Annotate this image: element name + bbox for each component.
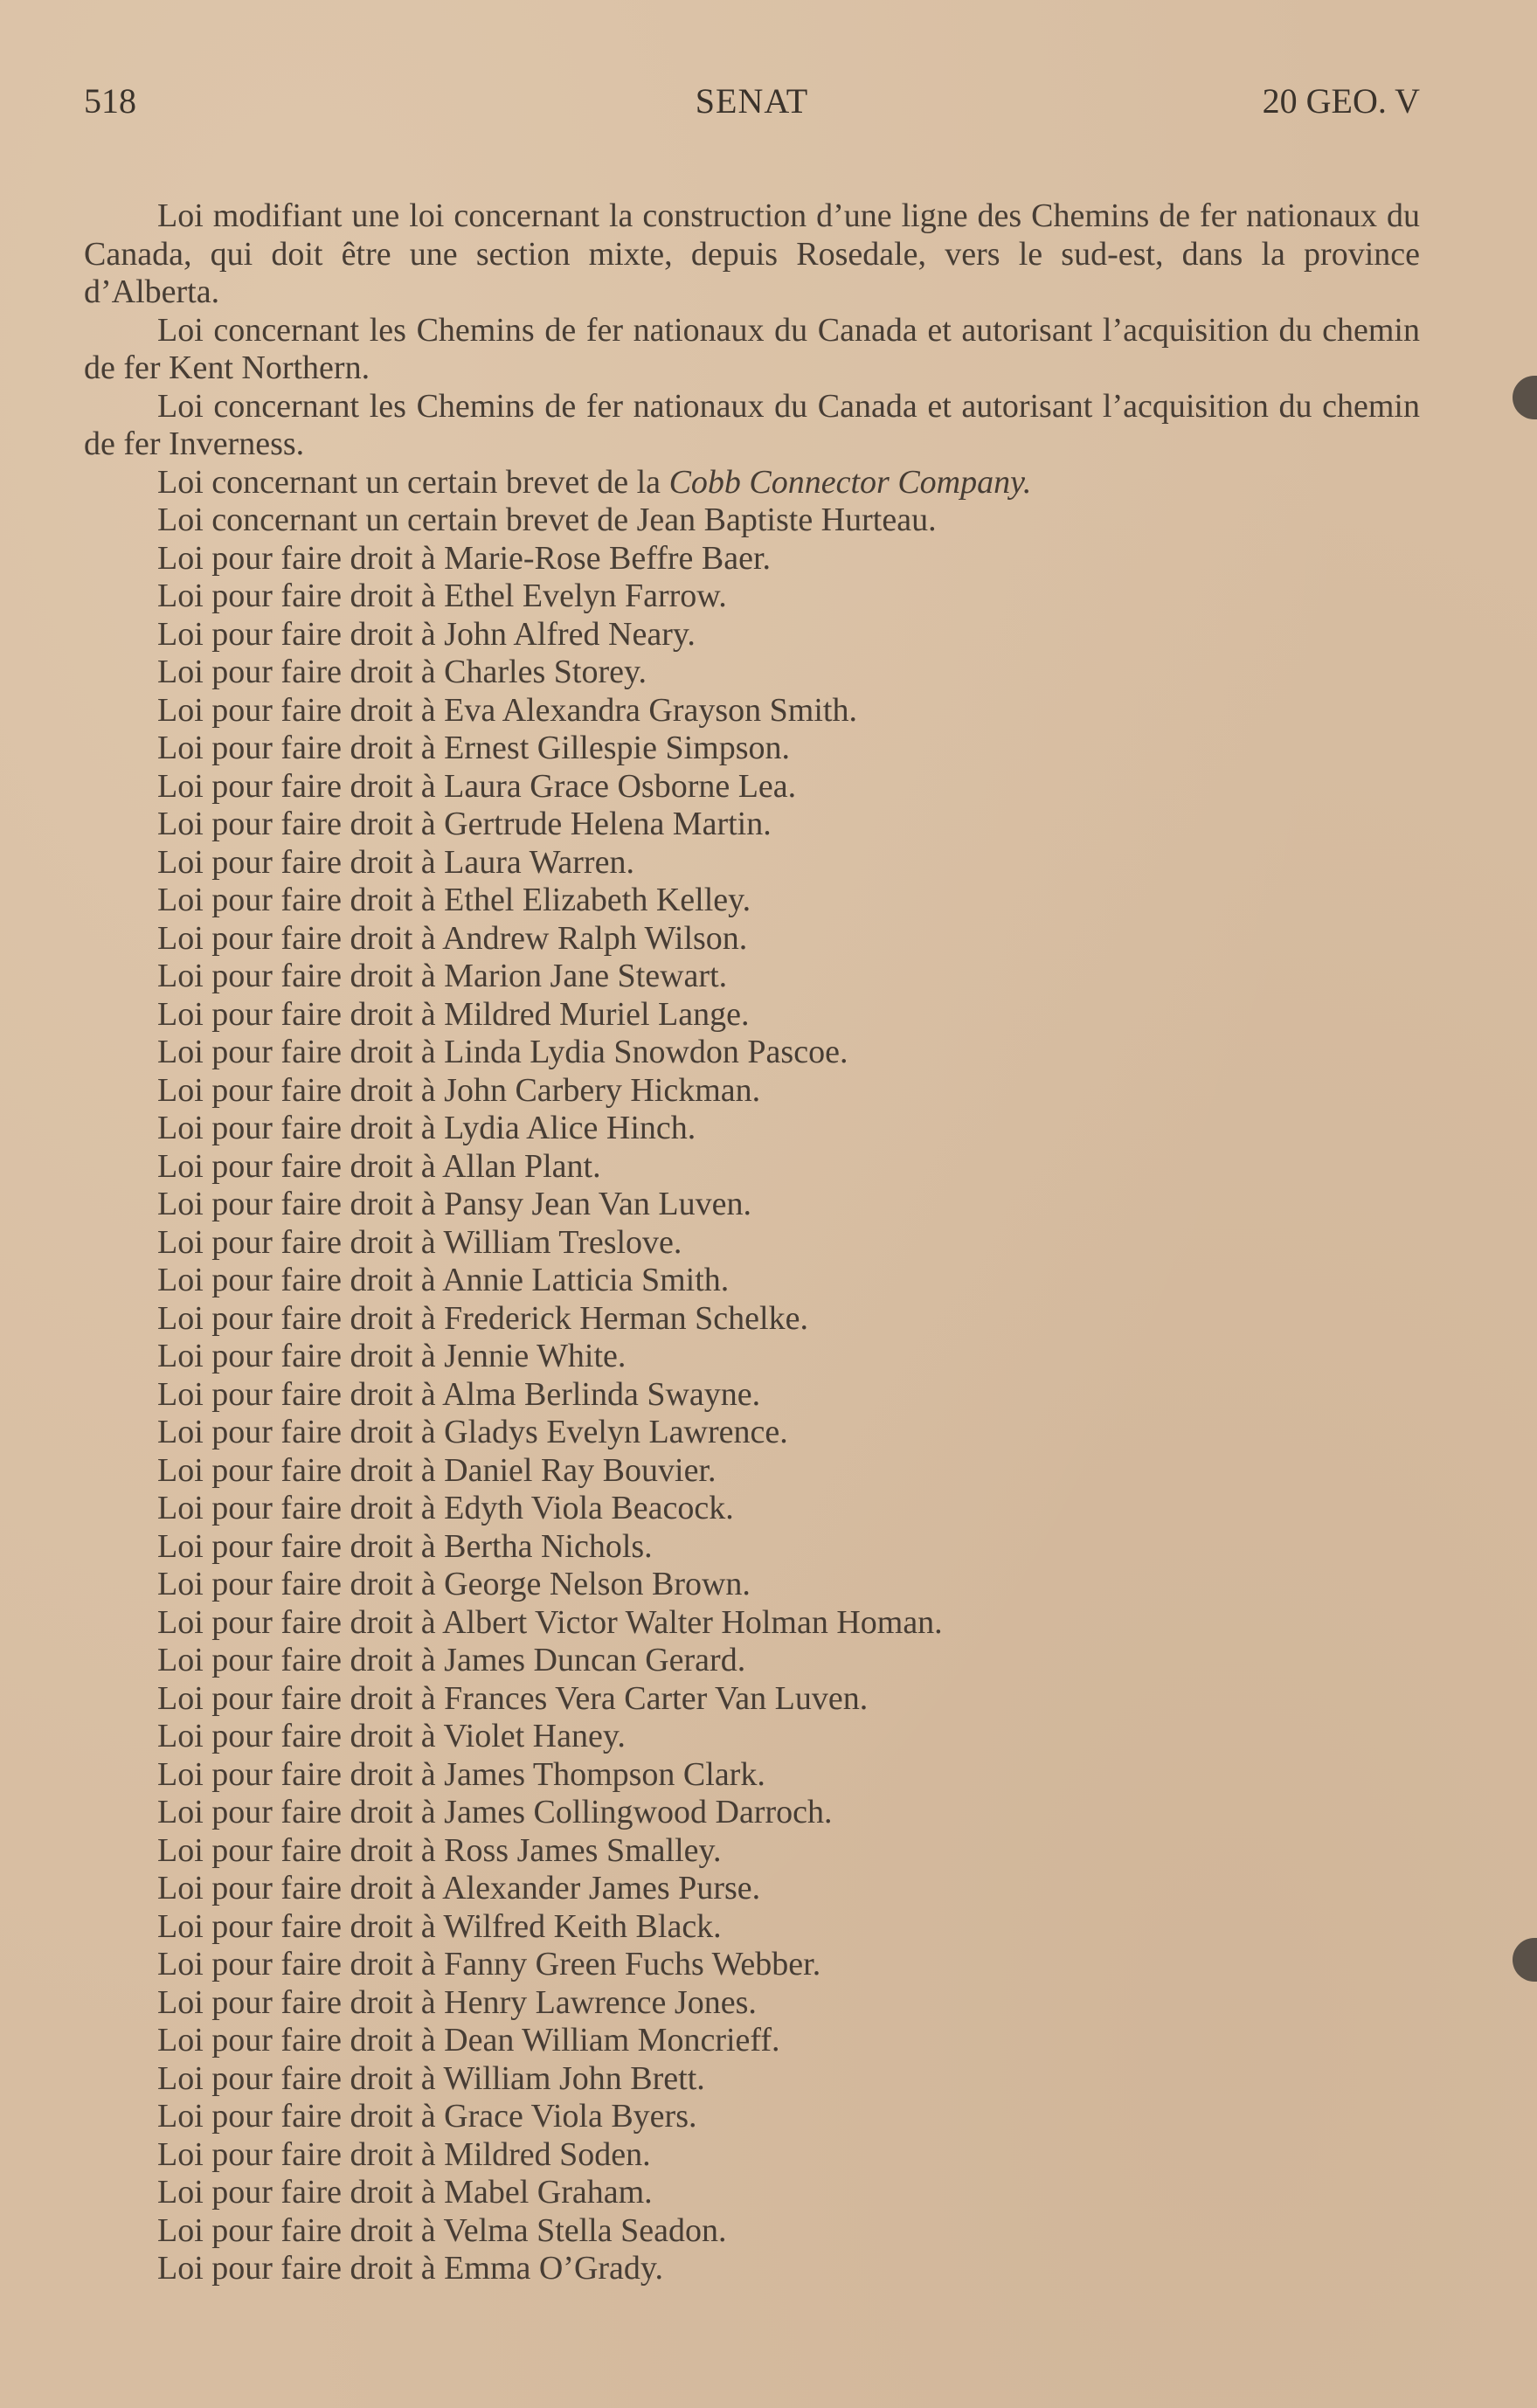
relief-bill-entry: [84, 654, 1420, 692]
relief-bill-prefix: Loi pour faire droit à: [157, 767, 445, 805]
relief-bill-person: Bertha Nichols.: [444, 1527, 653, 1565]
relief-bill-person: Marion Jane Stewart.: [444, 958, 728, 994]
relief-bill-prefix: Loi pour faire droit à: [157, 1679, 445, 1717]
relief-bill-entry: [84, 1566, 1420, 1604]
relief-bill-entry: [84, 1984, 1420, 2023]
relief-bill-entry: [84, 1110, 1420, 1148]
relief-bill-prefix: Loi pour faire droit à: [157, 1375, 443, 1413]
relief-bill-entry: [84, 1490, 1420, 1528]
margin-binding-mark: [1513, 376, 1537, 419]
bill-paragraph: Loi modifiant une loi concernant la construction d’une ligne des Chemins de fer nationaux du Canada, qui doit être une section mixte, depuis Rosedale, vers le sud-est, dans la province d’Alberta.: [84, 197, 1420, 310]
relief-bill-person: Jennie White.: [444, 1338, 627, 1374]
relief-bill-prefix: Loi pour faire droit à: [157, 1490, 445, 1526]
relief-bill-prefix: Loi pour faire droit à: [157, 995, 445, 1033]
relief-bill-entry: [84, 844, 1420, 882]
relief-bill-prefix: Loi pour faire droit à: [157, 1642, 445, 1678]
relief-bill-prefix: Loi pour faire droit à: [157, 1034, 445, 1070]
relief-bill-person: Charles Storey.: [444, 654, 647, 690]
relief-bill-person: Linda Lydia Snowdon Pascoe.: [444, 1034, 848, 1070]
relief-bill-prefix: Loi pour faire droit à: [157, 2211, 444, 2249]
relief-bill-entry: [84, 1148, 1420, 1187]
relief-bill-prefix: Loi pour faire droit à: [157, 1299, 445, 1337]
relief-bill-prefix: Loi pour faire droit à: [157, 1451, 445, 1489]
relief-bill-prefix: Loi pour faire droit à: [157, 2059, 444, 2097]
relief-bill-prefix: Loi pour faire droit à: [157, 691, 445, 729]
relief-bill-prefix: Loi pour faire droit à: [157, 2022, 445, 2059]
relief-bill-entry: [84, 1794, 1420, 1832]
bill-paragraph: Loi concernant les Chemins de fer nationaux du Canada et autorisant l’acquisition du chemin de fer Kent Northern.: [84, 311, 1420, 386]
relief-bill-entry: [84, 730, 1420, 768]
relief-bill-person: Eva Alexandra Grayson Smith.: [444, 691, 857, 729]
relief-bill-entry: [84, 2136, 1420, 2175]
relief-bill-entry: [84, 616, 1420, 654]
running-header: [84, 80, 1420, 129]
relief-bill-person: Ross James Smalley.: [444, 1831, 722, 1869]
relief-bill-entry: [84, 2212, 1420, 2251]
relief-bill-person: Pansy Jean Van Luven.: [444, 1186, 751, 1222]
relief-bill-prefix: Loi pour faire droit à: [157, 2098, 445, 2135]
relief-bill-person: Edyth Viola Beacock.: [444, 1490, 734, 1526]
relief-bill-person: James Collingwood Darroch.: [444, 1794, 833, 1830]
relief-bill-prefix: Loi pour faire droit à: [157, 615, 445, 653]
relief-bill-prefix: Loi pour faire droit à: [157, 1870, 443, 1906]
relief-bill-prefix: Loi pour faire droit à: [157, 654, 445, 690]
relief-bill-prefix: Loi pour faire droit à: [157, 1831, 445, 1869]
relief-bill-entry: [84, 1718, 1420, 1756]
relief-bill-prefix: Loi pour faire droit à: [157, 1414, 445, 1450]
relief-bill-person: Frederick Herman Schelke.: [444, 1299, 808, 1337]
relief-bill-entry: [84, 2060, 1420, 2099]
relief-bill-entry: [84, 2250, 1420, 2288]
relief-bill-entry: [84, 1528, 1420, 1567]
relief-bill-entry: [84, 1072, 1420, 1111]
relief-bill-prefix: Loi pour faire droit à: [157, 1983, 445, 2021]
bill-entry-hurteau: Loi concernant un certain brevet de Jean Baptiste Hurteau.: [157, 502, 937, 538]
relief-bill-prefix: Loi pour faire droit à: [157, 843, 445, 881]
relief-bill-prefix: Loi pour faire droit à: [157, 1566, 445, 1602]
relief-bill-prefix: Loi pour faire droit à: [157, 806, 445, 842]
relief-bill-prefix: Loi pour faire droit à: [157, 958, 445, 994]
relief-bill-entry: [84, 692, 1420, 730]
relief-bill-entry: [84, 1604, 1420, 1643]
bill-entry-cobb: [84, 464, 1420, 502]
relief-bill-entry: [84, 958, 1420, 996]
relief-bill-entry: [84, 1680, 1420, 1719]
relief-bill-prefix: Loi pour faire droit à: [157, 1338, 445, 1374]
relief-bill-person: Annie Latticia Smith.: [442, 1262, 730, 1298]
company-name: Cobb Connector Company.: [668, 463, 1032, 501]
relief-bill-prefix: Loi pour faire droit à: [157, 1186, 445, 1222]
relief-bill-person: Alexander James Purse.: [442, 1870, 761, 1906]
relief-bill-person: Dean William Moncrieff.: [444, 2022, 780, 2059]
relief-bill-person: Gladys Evelyn Lawrence.: [444, 1414, 788, 1450]
relief-bill-prefix: Loi pour faire droit à: [157, 730, 445, 766]
relief-bill-person: John Alfred Neary.: [444, 615, 696, 653]
bill-list: [84, 197, 1420, 2288]
relief-bill-person: Ethel Elizabeth Kelley.: [444, 882, 751, 918]
relief-bill-person: Emma O’Grady.: [444, 2250, 663, 2287]
relief-bill-prefix: Loi pour faire droit à: [157, 1603, 443, 1641]
relief-bill-person: William John Brett.: [443, 2059, 705, 2097]
relief-bill-entry: [84, 1414, 1420, 1452]
relief-bill-person: Henry Lawrence Jones.: [444, 1983, 757, 2021]
relief-bill-person: Fanny Green Fuchs Webber.: [444, 1946, 821, 1982]
relief-bill-person: Daniel Ray Bouvier.: [444, 1451, 717, 1489]
relief-bill-entry: [84, 2022, 1420, 2060]
relief-bill-person: Lydia Alice Hinch.: [444, 1110, 696, 1146]
relief-bill-entry: [84, 1642, 1420, 1680]
relief-bill-person: Frances Vera Carter Van Luven.: [444, 1679, 869, 1717]
relief-bill-prefix: Loi pour faire droit à: [157, 1718, 444, 1754]
relief-bill-entry: [84, 2174, 1420, 2212]
relief-bill-person: James Thompson Clark.: [444, 1755, 765, 1793]
relief-bill-entry: [84, 2098, 1420, 2136]
page-number: 518: [84, 81, 136, 121]
relief-bill-entry: [84, 1376, 1420, 1415]
bill-paragraph: Loi concernant les Chemins de fer nationaux du Canada et autorisant l’acquisition du chemin de fer Inverness.: [84, 387, 1420, 462]
relief-bill-person: Ernest Gillespie Simpson.: [444, 730, 790, 766]
margin-binding-mark: [1513, 1938, 1537, 1982]
relief-bill-entry: [84, 806, 1420, 844]
relief-bill-person: Albert Victor Walter Holman Homan.: [442, 1603, 943, 1641]
relief-bill-entry: [84, 882, 1420, 920]
relief-bill-person: Mildred Soden.: [444, 2135, 651, 2173]
relief-bill-person: Violet Haney.: [443, 1718, 626, 1754]
relief-bill-prefix: Loi pour faire droit à: [157, 539, 445, 577]
relief-bill-person: Grace Viola Byers.: [444, 2098, 697, 2135]
relief-bill-entry: [84, 1832, 1420, 1871]
relief-bill-prefix: Loi pour faire droit à: [157, 919, 443, 957]
relief-bill-person: Laura Warren.: [444, 843, 634, 881]
relief-bill-entry: [84, 578, 1420, 616]
relief-bill-prefix: Loi pour faire droit à: [157, 578, 445, 614]
relief-bill-prefix: Loi pour faire droit à: [157, 1110, 445, 1146]
relief-bill-prefix: Loi pour faire droit à: [157, 2250, 445, 2287]
relief-bill-entry: [84, 1946, 1420, 1984]
relief-bill-prefix: Loi pour faire droit à: [157, 1147, 443, 1185]
running-title: SENAT: [695, 81, 809, 121]
relief-bill-person: George Nelson Brown.: [444, 1566, 751, 1602]
relief-bill-person: Laura Grace Osborne Lea.: [444, 767, 797, 805]
relief-bill-person: Wilfred Keith Black.: [443, 1907, 722, 1945]
relief-bill-prefix: Loi pour faire droit à: [157, 882, 445, 918]
relief-bill-entry: [84, 1870, 1420, 1908]
relief-bill-entry: [84, 768, 1420, 806]
relief-bill-prefix: Loi pour faire droit à: [157, 1755, 445, 1793]
relief-bill-entry: [84, 1452, 1420, 1491]
relief-bill-entry: [84, 1262, 1420, 1300]
relief-bill-list: [84, 540, 1420, 2288]
relief-bill-entry: [84, 1034, 1420, 1072]
relief-bill-person: Allan Plant.: [442, 1147, 601, 1185]
relief-bill-person: Gertrude Helena Martin.: [444, 806, 772, 842]
relief-bill-person: Ethel Evelyn Farrow.: [444, 578, 727, 614]
relief-bill-prefix: Loi pour faire droit à: [157, 1527, 445, 1565]
relief-bill-person: Andrew Ralph Wilson.: [442, 919, 748, 957]
relief-bill-entry: [84, 1186, 1420, 1224]
relief-bill-prefix: Loi pour faire droit à: [157, 1907, 444, 1945]
regnal-year: 20 GEO. V: [1262, 81, 1420, 121]
bill-entry-prefix: Loi concernant un certain brevet de la: [157, 463, 669, 501]
relief-bill-prefix: Loi pour faire droit à: [157, 1223, 444, 1261]
relief-bill-person: Velma Stella Seadon.: [443, 2211, 727, 2249]
relief-bill-entry: [84, 1224, 1420, 1263]
relief-bill-entry: [84, 1338, 1420, 1376]
relief-bill-entry: [84, 1756, 1420, 1795]
relief-bill-person: William Treslove.: [443, 1223, 682, 1261]
relief-bill-entry: [84, 1300, 1420, 1339]
relief-bill-entry: [84, 920, 1420, 958]
relief-bill-prefix: Loi pour faire droit à: [157, 1794, 445, 1830]
relief-bill-person: Alma Berlinda Swayne.: [442, 1375, 761, 1413]
relief-bill-person: John Carbery Hickman.: [444, 1071, 761, 1109]
relief-bill-person: James Duncan Gerard.: [444, 1642, 746, 1678]
relief-bill-prefix: Loi pour faire droit à: [157, 1071, 445, 1109]
relief-bill-prefix: Loi pour faire droit à: [157, 2174, 445, 2211]
relief-bill-entry: [84, 996, 1420, 1034]
relief-bill-person: Mabel Graham.: [444, 2174, 653, 2211]
relief-bill-entry: [84, 540, 1420, 578]
relief-bill-prefix: Loi pour faire droit à: [157, 1946, 445, 1982]
relief-bill-entry: [84, 1908, 1420, 1947]
relief-bill-person: Marie-Rose Beffre Baer.: [444, 539, 772, 577]
relief-bill-person: Mildred Muriel Lange.: [444, 995, 750, 1033]
relief-bill-prefix: Loi pour faire droit à: [157, 2135, 445, 2173]
relief-bill-prefix: Loi pour faire droit à: [157, 1262, 443, 1298]
